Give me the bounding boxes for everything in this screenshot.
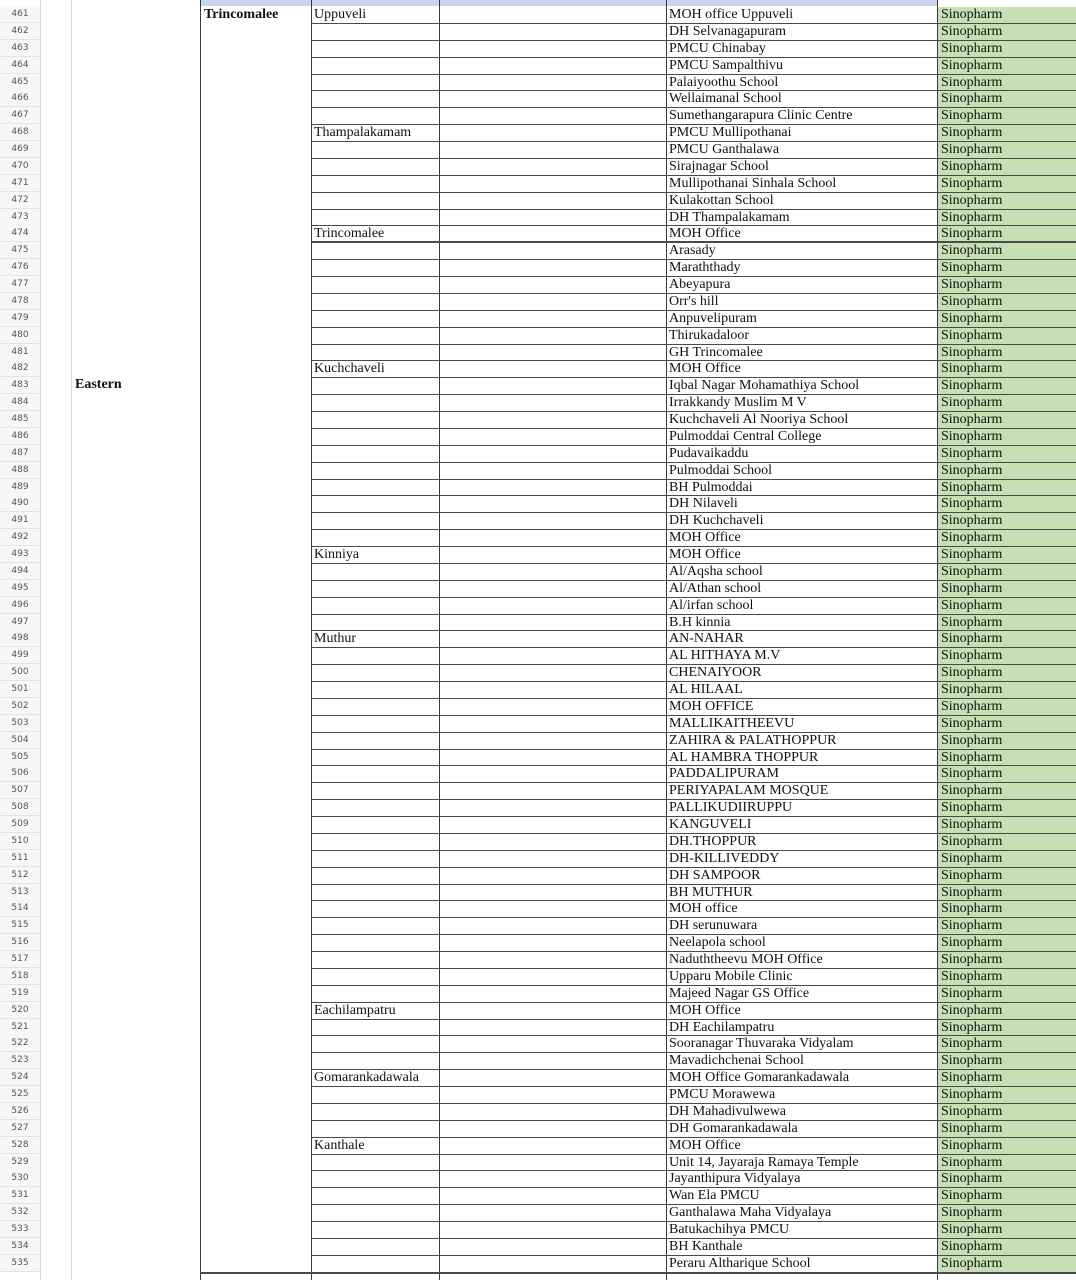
row-number[interactable]: 509 bbox=[0, 816, 40, 833]
vaccine-cell[interactable]: Sinopharm bbox=[938, 564, 1076, 580]
vaccination-centre-cell[interactable]: GH Trincomalee bbox=[669, 344, 763, 360]
vaccine-cell[interactable]: Sinopharm bbox=[938, 648, 1076, 664]
vaccine-cell[interactable]: Sinopharm bbox=[938, 193, 1076, 209]
vaccination-centre-cell[interactable]: DH SAMPOOR bbox=[669, 867, 761, 883]
row-number[interactable]: 525 bbox=[0, 1086, 40, 1103]
vaccine-cell[interactable]: Sinopharm bbox=[938, 1188, 1076, 1204]
vaccine-cell[interactable]: Sinopharm bbox=[938, 969, 1076, 985]
row-number[interactable]: 527 bbox=[0, 1120, 40, 1137]
row-number[interactable]: 522 bbox=[0, 1035, 40, 1052]
vaccine-cell[interactable]: Sinopharm bbox=[938, 328, 1076, 344]
row-number[interactable]: 523 bbox=[0, 1052, 40, 1069]
row-number[interactable]: 521 bbox=[0, 1019, 40, 1036]
vaccine-cell[interactable]: Sinopharm bbox=[938, 783, 1076, 799]
vaccine-cell[interactable]: Sinopharm bbox=[938, 226, 1076, 242]
vaccination-centre-cell[interactable]: Neelapola school bbox=[669, 935, 766, 951]
moh-area-cell[interactable]: Kanthale bbox=[314, 1137, 365, 1153]
row-number[interactable]: 500 bbox=[0, 664, 40, 681]
row-number[interactable]: 482 bbox=[0, 360, 40, 377]
row-number[interactable]: 513 bbox=[0, 884, 40, 901]
vaccination-centre-cell[interactable]: PERIYAPALAM MOSQUE bbox=[669, 783, 829, 799]
vaccination-centre-cell[interactable]: Iqbal Nagar Mohamathiya School bbox=[669, 378, 860, 394]
vaccination-centre-cell[interactable]: DH serunuwara bbox=[669, 918, 758, 934]
vaccination-centre-cell[interactable]: Wellaimanal School bbox=[669, 91, 782, 107]
vaccination-centre-cell[interactable]: DH Kuchchaveli bbox=[669, 513, 764, 529]
moh-area-cell[interactable]: Uppuveli bbox=[314, 7, 367, 22]
vaccine-cell[interactable]: Sinopharm bbox=[938, 1256, 1076, 1272]
row-number[interactable]: 475 bbox=[0, 242, 40, 259]
vaccination-centre-cell[interactable]: Batukachihya PMCU bbox=[669, 1222, 790, 1237]
vaccination-centre-cell[interactable]: DH Gomarankadawala bbox=[669, 1120, 798, 1136]
row-number[interactable]: 514 bbox=[0, 900, 40, 917]
row-number[interactable]: 534 bbox=[0, 1238, 40, 1255]
vaccine-cell[interactable]: Sinopharm bbox=[938, 547, 1076, 563]
row-number[interactable]: 473 bbox=[0, 209, 40, 226]
vaccine-cell[interactable]: Sinopharm bbox=[938, 733, 1076, 749]
vaccine-cell[interactable]: Sinopharm bbox=[938, 665, 1076, 681]
vaccination-centre-cell[interactable]: PMCU Mullipothanai bbox=[669, 125, 792, 141]
row-number[interactable]: 471 bbox=[0, 175, 40, 192]
header-fill bbox=[439, 0, 666, 6]
vaccination-centre-cell[interactable]: MOH Office bbox=[669, 547, 741, 562]
row-number[interactable]: 478 bbox=[0, 293, 40, 310]
row-number[interactable]: 528 bbox=[0, 1137, 40, 1154]
vaccination-centre-cell[interactable]: MOH Office bbox=[669, 1002, 741, 1018]
vaccination-centre-cell[interactable]: Pulmoddai Central College bbox=[669, 428, 822, 444]
vaccination-centre-cell[interactable]: DH.THOPPUR bbox=[669, 833, 757, 849]
vaccination-centre-cell[interactable]: PALLIKUDIIRUPPU bbox=[669, 800, 793, 816]
vaccine-cell[interactable]: Sinopharm bbox=[938, 682, 1076, 698]
vaccination-centre-cell[interactable]: Arasady bbox=[669, 243, 716, 259]
vaccine-cell[interactable]: Sinopharm bbox=[938, 901, 1076, 917]
vaccination-centre-cell[interactable]: MOH Office bbox=[669, 1137, 741, 1153]
moh-area-cell[interactable]: Kinniya bbox=[314, 547, 360, 562]
vaccination-centre-cell[interactable]: BH MUTHUR bbox=[669, 884, 753, 900]
row-number[interactable]: 511 bbox=[0, 850, 40, 867]
vaccine-cell[interactable]: Sinopharm bbox=[938, 868, 1076, 884]
vaccine-cell[interactable]: Sinopharm bbox=[938, 1053, 1076, 1069]
vaccination-centre-cell[interactable]: BH Kanthale bbox=[669, 1238, 743, 1254]
vaccine-cell[interactable]: Sinopharm bbox=[938, 1003, 1076, 1019]
row-number[interactable]: 501 bbox=[0, 681, 40, 698]
row-number[interactable]: 468 bbox=[0, 124, 40, 141]
vaccine-cell[interactable]: Sinopharm bbox=[938, 885, 1076, 901]
row-number[interactable]: 479 bbox=[0, 310, 40, 327]
vaccine-cell[interactable]: Sinopharm bbox=[938, 800, 1076, 816]
vaccination-centre-cell[interactable]: MOH Office bbox=[669, 226, 741, 242]
vaccination-centre-cell[interactable]: MOH Office bbox=[669, 361, 741, 377]
group-separator bbox=[311, 241, 1076, 243]
vaccine-cell[interactable]: Sinopharm bbox=[938, 817, 1076, 833]
row-number[interactable]: 463 bbox=[0, 40, 40, 57]
vaccination-centre-cell[interactable]: Peraru Altharique School bbox=[669, 1255, 811, 1271]
region-label[interactable]: Eastern bbox=[75, 377, 122, 392]
vaccine-cell[interactable]: Sinopharm bbox=[938, 935, 1076, 951]
vaccination-centre-cell[interactable]: Al/irfan school bbox=[669, 597, 754, 613]
row-number[interactable]: 490 bbox=[0, 495, 40, 512]
column-divider bbox=[200, 0, 201, 1280]
vaccination-centre-cell[interactable]: Kulakottan School bbox=[669, 192, 774, 208]
row-number[interactable]: 494 bbox=[0, 563, 40, 580]
row-number[interactable]: 483 bbox=[0, 377, 40, 394]
vaccination-centre-cell[interactable]: DH Eachilampatru bbox=[669, 1019, 775, 1035]
vaccination-centre-cell[interactable]: AL HITHAYA M.V bbox=[669, 648, 781, 664]
vaccine-cell[interactable]: Sinopharm bbox=[938, 24, 1076, 40]
vaccination-centre-cell[interactable]: Kuchchaveli Al Nooriya School bbox=[669, 412, 849, 427]
vaccine-cell[interactable]: Sinopharm bbox=[938, 378, 1076, 394]
row-number[interactable]: 461 bbox=[0, 6, 40, 23]
vaccine-cell[interactable]: Sinopharm bbox=[938, 412, 1076, 428]
row-number[interactable]: 499 bbox=[0, 647, 40, 664]
vaccination-centre-cell[interactable]: Sirajnagar School bbox=[669, 158, 769, 174]
vaccine-cell[interactable]: Sinopharm bbox=[938, 311, 1076, 327]
row-number[interactable]: 489 bbox=[0, 479, 40, 496]
vaccine-cell[interactable]: Sinopharm bbox=[938, 750, 1076, 766]
vaccine-cell[interactable]: Sinopharm bbox=[938, 1138, 1076, 1154]
vaccine-cell[interactable]: Sinopharm bbox=[938, 260, 1076, 276]
row-number[interactable]: 466 bbox=[0, 90, 40, 107]
moh-area-cell[interactable]: Muthur bbox=[314, 631, 356, 647]
vaccine-cell[interactable]: Sinopharm bbox=[938, 345, 1076, 361]
vaccination-centre-cell[interactable]: Sumethangarapura Clinic Centre bbox=[669, 108, 853, 124]
row-number[interactable]: 533 bbox=[0, 1221, 40, 1238]
row-number[interactable]: 507 bbox=[0, 782, 40, 799]
row-number[interactable]: 524 bbox=[0, 1069, 40, 1086]
vaccination-centre-cell[interactable]: PMCU Ganthalawa bbox=[669, 142, 780, 157]
vaccination-centre-cell[interactable]: KANGUVELI bbox=[669, 817, 752, 832]
row-number[interactable]: 481 bbox=[0, 344, 40, 361]
vaccination-centre-cell[interactable]: Upparu Mobile Clinic bbox=[669, 968, 793, 984]
row-number[interactable]: 474 bbox=[0, 225, 40, 242]
vaccination-centre-cell[interactable]: Orr's hill bbox=[669, 293, 719, 309]
vaccination-centre-cell[interactable]: PADDALIPURAM bbox=[669, 766, 779, 782]
moh-area-cell[interactable]: Gomarankadawala bbox=[314, 1070, 419, 1086]
row-number[interactable]: 476 bbox=[0, 259, 40, 276]
vaccination-centre-cell[interactable]: Pudavaikaddu bbox=[669, 445, 749, 461]
row-number[interactable]: 462 bbox=[0, 23, 40, 40]
vaccine-cell[interactable]: Sinopharm bbox=[938, 91, 1076, 107]
vaccination-centre-cell[interactable]: MOH office Uppuveli bbox=[669, 7, 794, 22]
row-number[interactable]: 477 bbox=[0, 276, 40, 293]
row-number[interactable]: 516 bbox=[0, 934, 40, 951]
vaccination-centre-cell[interactable]: Wan Ela PMCU bbox=[669, 1188, 760, 1204]
row-number[interactable]: 510 bbox=[0, 833, 40, 850]
row-number[interactable]: 488 bbox=[0, 462, 40, 479]
vaccination-centre-cell[interactable]: Jayanthipura Vidyalaya bbox=[669, 1171, 801, 1187]
vaccine-cell[interactable]: Sinopharm bbox=[938, 1121, 1076, 1137]
vaccine-cell[interactable]: Sinopharm bbox=[938, 41, 1076, 57]
row-number[interactable]: 531 bbox=[0, 1187, 40, 1204]
vaccine-cell[interactable]: Sinopharm bbox=[938, 1155, 1076, 1171]
vaccination-centre-cell[interactable]: AL HILAAL bbox=[669, 682, 743, 697]
vaccine-cell[interactable]: Sinopharm bbox=[938, 918, 1076, 934]
vaccine-cell[interactable]: Sinopharm bbox=[938, 294, 1076, 310]
vaccination-centre-cell[interactable]: ZAHIRA & PALATHOPPUR bbox=[669, 732, 837, 748]
row-number[interactable]: 512 bbox=[0, 867, 40, 884]
row-number[interactable]: 472 bbox=[0, 192, 40, 209]
vaccine-cell[interactable]: Sinopharm bbox=[938, 361, 1076, 377]
vaccine-cell[interactable]: Sinopharm bbox=[938, 851, 1076, 867]
vaccine-cell[interactable]: Sinopharm bbox=[938, 1171, 1076, 1187]
vaccine-cell[interactable]: Sinopharm bbox=[938, 1020, 1076, 1036]
row-number[interactable]: 469 bbox=[0, 141, 40, 158]
vaccination-centre-cell[interactable]: MOH Office bbox=[669, 530, 741, 546]
vaccine-cell[interactable]: Sinopharm bbox=[938, 446, 1076, 462]
district-label[interactable]: Trincomalee bbox=[204, 7, 279, 22]
vaccination-centre-cell[interactable]: DH Mahadivulwewa bbox=[669, 1103, 787, 1119]
vaccine-cell[interactable]: Sinopharm bbox=[938, 395, 1076, 411]
vaccination-centre-cell[interactable]: Mavadichchenai School bbox=[669, 1053, 804, 1069]
vaccination-centre-cell[interactable]: Al/Athan school bbox=[669, 580, 762, 596]
vaccine-cell[interactable]: Sinopharm bbox=[938, 496, 1076, 512]
row-number[interactable]: 493 bbox=[0, 546, 40, 563]
row-number[interactable]: 517 bbox=[0, 951, 40, 968]
row-number[interactable]: 535 bbox=[0, 1255, 40, 1272]
vaccine-cell[interactable]: Sinopharm bbox=[938, 699, 1076, 715]
vaccination-centre-cell[interactable]: CHENAIYOOR bbox=[669, 665, 762, 681]
vaccination-centre-cell[interactable]: Unit 14, Jayaraja Ramaya Temple bbox=[669, 1154, 859, 1170]
vaccination-centre-cell[interactable]: Ganthalawa Maha Vidyalaya bbox=[669, 1205, 832, 1221]
vaccination-centre-cell[interactable]: PMCU Morawewa bbox=[669, 1087, 776, 1102]
row-number[interactable]: 498 bbox=[0, 630, 40, 647]
vaccine-cell[interactable]: Sinopharm bbox=[938, 615, 1076, 631]
vaccination-centre-cell[interactable]: Pulmoddai School bbox=[669, 462, 773, 478]
row-number[interactable]: 502 bbox=[0, 698, 40, 715]
vaccine-cell[interactable]: Sinopharm bbox=[938, 1239, 1076, 1255]
row-number[interactable]: 515 bbox=[0, 917, 40, 934]
row-number[interactable]: 486 bbox=[0, 428, 40, 445]
vaccine-cell[interactable]: Sinopharm bbox=[938, 581, 1076, 597]
vaccine-cell[interactable]: Sinopharm bbox=[938, 986, 1076, 1002]
row-number[interactable]: 495 bbox=[0, 580, 40, 597]
vaccine-cell[interactable]: Sinopharm bbox=[938, 429, 1076, 445]
vaccine-cell[interactable]: Sinopharm bbox=[938, 766, 1076, 782]
vaccination-centre-cell[interactable]: Al/Aqsha school bbox=[669, 563, 763, 579]
vaccination-centre-cell[interactable]: Palaiyoothu School bbox=[669, 74, 779, 90]
vaccination-centre-cell[interactable]: B.H kinnia bbox=[669, 614, 731, 630]
column-divider bbox=[71, 0, 72, 1280]
row-number[interactable]: 526 bbox=[0, 1103, 40, 1120]
row-number[interactable]: 520 bbox=[0, 1002, 40, 1019]
vaccination-centre-cell[interactable]: Majeed Nagar GS Office bbox=[669, 985, 810, 1001]
vaccine-cell[interactable]: Sinopharm bbox=[938, 598, 1076, 614]
vaccine-cell[interactable]: Sinopharm bbox=[938, 513, 1076, 529]
vaccine-cell[interactable]: Sinopharm bbox=[938, 7, 1076, 23]
vaccine-cell[interactable]: Sinopharm bbox=[938, 1205, 1076, 1221]
vaccination-centre-cell[interactable]: DH Nilaveli bbox=[669, 496, 738, 512]
row-number[interactable]: 464 bbox=[0, 57, 40, 74]
vaccine-cell[interactable]: Sinopharm bbox=[938, 210, 1076, 226]
vaccine-cell[interactable]: Sinopharm bbox=[938, 1087, 1076, 1103]
vaccination-centre-cell[interactable]: Irrakkandy Muslim M V bbox=[669, 395, 807, 411]
row-number[interactable]: 508 bbox=[0, 799, 40, 816]
vaccination-centre-cell[interactable]: Naduththeevu MOH Office bbox=[669, 952, 823, 967]
vaccine-cell[interactable]: Sinopharm bbox=[938, 480, 1076, 496]
vaccine-cell[interactable]: Sinopharm bbox=[938, 58, 1076, 74]
vaccination-centre-cell[interactable]: PMCU Chinabay bbox=[669, 40, 766, 56]
row-number[interactable]: 503 bbox=[0, 715, 40, 732]
row-number[interactable]: 491 bbox=[0, 512, 40, 529]
vaccine-cell[interactable]: Sinopharm bbox=[938, 125, 1076, 141]
vaccination-centre-cell[interactable]: MOH OFFICE bbox=[669, 698, 754, 714]
row-number[interactable]: 492 bbox=[0, 529, 40, 546]
row-number[interactable]: 467 bbox=[0, 107, 40, 124]
vaccine-cell[interactable]: Sinopharm bbox=[938, 108, 1076, 124]
vaccine-cell[interactable]: Sinopharm bbox=[938, 142, 1076, 158]
row-number[interactable]: 480 bbox=[0, 327, 40, 344]
row-number[interactable]: 465 bbox=[0, 74, 40, 91]
vaccination-centre-cell[interactable]: BH Pulmoddai bbox=[669, 479, 753, 495]
row-number[interactable]: 484 bbox=[0, 394, 40, 411]
vaccine-cell[interactable]: Sinopharm bbox=[938, 631, 1076, 647]
vaccine-cell[interactable]: Sinopharm bbox=[938, 1036, 1076, 1052]
row-number[interactable]: 529 bbox=[0, 1154, 40, 1171]
row-number[interactable]: 505 bbox=[0, 749, 40, 766]
vaccination-centre-cell[interactable]: DH-KILLIVEDDY bbox=[669, 850, 780, 866]
moh-area-cell[interactable]: Eachilampatru bbox=[314, 1002, 396, 1018]
row-number[interactable]: 506 bbox=[0, 765, 40, 782]
row-header-divider bbox=[40, 0, 41, 1280]
vaccine-cell[interactable]: Sinopharm bbox=[938, 1104, 1076, 1120]
vaccination-centre-cell[interactable]: MOH Office Gomarankadawala bbox=[669, 1070, 850, 1086]
row-number[interactable]: 532 bbox=[0, 1204, 40, 1221]
vaccine-cell[interactable]: Sinopharm bbox=[938, 834, 1076, 850]
moh-area-cell[interactable]: Trincomalee bbox=[314, 226, 385, 242]
vaccination-centre-cell[interactable]: DH Thampalakamam bbox=[669, 209, 790, 225]
vaccination-centre-cell[interactable]: DH Selvanagapuram bbox=[669, 23, 787, 39]
vaccine-cell[interactable]: Sinopharm bbox=[938, 952, 1076, 968]
vaccine-cell[interactable]: Sinopharm bbox=[938, 243, 1076, 259]
table-bottom-border bbox=[200, 1272, 1076, 1274]
vaccine-cell[interactable]: Sinopharm bbox=[938, 716, 1076, 732]
row-number[interactable]: 485 bbox=[0, 411, 40, 428]
vaccination-centre-cell[interactable]: MALLIKAITHEEVU bbox=[669, 715, 795, 731]
row-number[interactable]: 519 bbox=[0, 985, 40, 1002]
row-number[interactable]: 504 bbox=[0, 732, 40, 749]
moh-area-cell[interactable]: Thampalakamam bbox=[314, 125, 412, 141]
vaccination-centre-cell[interactable]: PMCU Sampalthivu bbox=[669, 57, 783, 73]
vaccine-cell[interactable]: Sinopharm bbox=[938, 159, 1076, 175]
vaccination-centre-cell[interactable]: AN-NAHAR bbox=[669, 631, 744, 647]
vaccination-centre-cell[interactable]: Maraththady bbox=[669, 260, 741, 276]
row-number[interactable]: 470 bbox=[0, 158, 40, 175]
vaccination-centre-cell[interactable]: AL HAMBRA THOPPUR bbox=[669, 749, 819, 765]
row-number[interactable]: 487 bbox=[0, 445, 40, 462]
row-number[interactable]: 496 bbox=[0, 597, 40, 614]
vaccination-centre-cell[interactable]: Sooranagar Thuvaraka Vidyalam bbox=[669, 1036, 854, 1052]
vaccine-cell[interactable]: Sinopharm bbox=[938, 530, 1076, 546]
vaccination-centre-cell[interactable]: Thirukadaloor bbox=[669, 327, 750, 343]
vaccine-cell[interactable]: Sinopharm bbox=[938, 176, 1076, 192]
moh-area-cell[interactable]: Kuchchaveli bbox=[314, 361, 385, 377]
vaccine-cell[interactable]: Sinopharm bbox=[938, 1222, 1076, 1238]
row-number[interactable]: 497 bbox=[0, 614, 40, 631]
vaccination-centre-cell[interactable]: MOH office bbox=[669, 901, 738, 917]
row-number[interactable]: 530 bbox=[0, 1170, 40, 1187]
vaccine-cell[interactable]: Sinopharm bbox=[938, 277, 1076, 293]
vaccine-cell[interactable]: Sinopharm bbox=[938, 75, 1076, 91]
vaccination-centre-cell[interactable]: Abeyapura bbox=[669, 277, 731, 292]
vaccination-centre-cell[interactable]: Mullipothanai Sinhala School bbox=[669, 175, 837, 191]
vaccine-cell[interactable]: Sinopharm bbox=[938, 463, 1076, 479]
vaccination-centre-cell[interactable]: Anpuvelipuram bbox=[669, 310, 757, 326]
vaccine-cell[interactable]: Sinopharm bbox=[938, 1070, 1076, 1086]
row-number[interactable]: 518 bbox=[0, 968, 40, 985]
